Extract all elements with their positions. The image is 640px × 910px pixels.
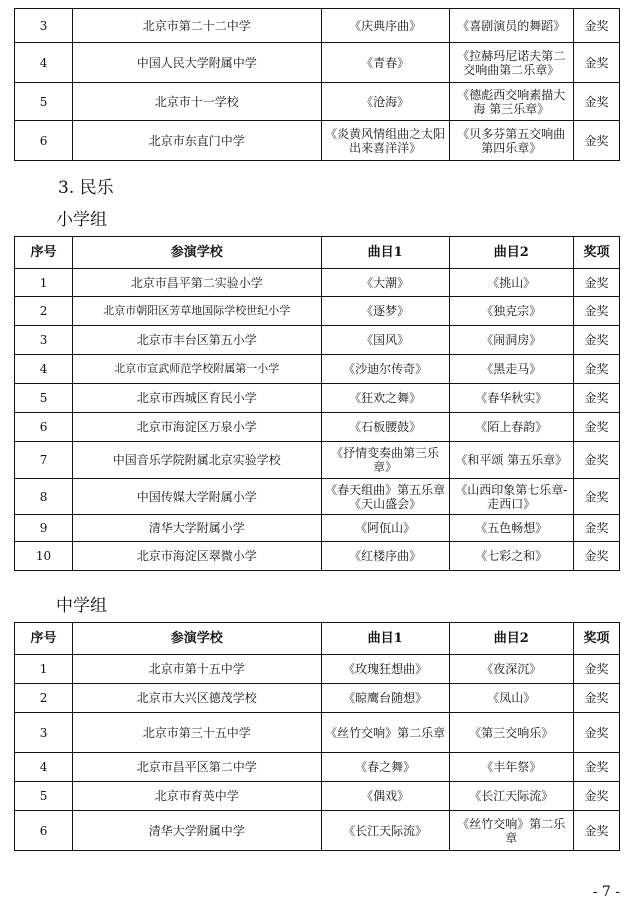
cell-school: 北京市大兴区德茂学校 [73,684,321,713]
table-row [15,811,620,851]
cell-piece1: 《青春》 [321,43,449,83]
cell-no: 1 [15,269,73,297]
table-row [15,753,620,782]
cell-no: 3 [15,713,73,753]
cell-school: 中国音乐学院附属北京实验学校 [73,442,321,479]
cell-school: 中国人民大学附属中学 [73,43,321,83]
cell-piece1: 《抒情变奏曲第三乐章》 [321,442,449,479]
cell-award: 金奖 [573,713,619,753]
cell-award: 金奖 [573,355,619,384]
cell-piece2: 《丝竹交响》第二乐章 [449,811,573,851]
cell-piece1: 《庆典序曲》 [321,9,449,43]
cell-piece1: 《玫瑰狂想曲》 [321,655,449,684]
primary-school-table [14,236,620,571]
cell-school: 北京市第三十五中学 [73,713,321,753]
cell-award: 金奖 [573,43,619,83]
cell-piece2: 《丰年祭》 [449,753,573,782]
cell-school: 北京市育英中学 [73,782,321,811]
table-row [15,83,620,121]
cell-piece1: 《炎黄风情组曲之太阳出来喜洋洋》 [321,121,449,161]
cell-no: 2 [15,684,73,713]
cell-piece1: 《大潮》 [321,269,449,297]
cell-piece1: 《晾鹰台随想》 [321,684,449,713]
primary-group-title: 小学组 [56,210,107,230]
cell-piece1: 《沙迪尔传奇》 [321,355,449,384]
cell-award: 金奖 [573,121,619,161]
header-award: 奖项 [573,623,619,655]
secondary-group-title: 中学组 [56,596,107,616]
cell-piece1: 《逐梦》 [321,297,449,326]
cell-piece1: 《石板腰鼓》 [321,413,449,442]
table-row [15,355,620,384]
cell-school: 北京市第十五中学 [73,655,321,684]
cell-school: 北京市丰台区第五小学 [73,326,321,355]
cell-award: 金奖 [573,782,619,811]
cell-school: 清华大学附属中学 [73,811,321,851]
cell-no: 6 [15,121,73,161]
cell-piece2: 《独克宗》 [449,297,573,326]
table-row [15,542,620,571]
cell-school: 清华大学附属小学 [73,515,321,542]
cell-no: 1 [15,655,73,684]
cell-no: 6 [15,413,73,442]
header-piece1: 曲目1 [321,237,449,269]
table-header-row [15,237,620,269]
cell-award: 金奖 [573,413,619,442]
cell-school: 北京市昌平区第二中学 [73,753,321,782]
header-school: 参演学校 [73,623,321,655]
cell-award: 金奖 [573,83,619,121]
table-row [15,43,620,83]
cell-piece2: 《贝多芬第五交响曲第四乐章》 [449,121,573,161]
cell-award: 金奖 [573,442,619,479]
cell-piece1: 《偶戏》 [321,782,449,811]
table-row [15,479,620,515]
cell-piece2: 《拉赫玛尼诺夫第二交响曲第二乐章》 [449,43,573,83]
cell-no: 4 [15,753,73,782]
table-row [15,297,620,326]
secondary-school-table [14,622,620,851]
cell-award: 金奖 [573,297,619,326]
table-row [15,384,620,413]
cell-piece2: 《陌上春韵》 [449,413,573,442]
cell-no: 5 [15,384,73,413]
table-row [15,684,620,713]
page-number: - 7 - [592,884,620,900]
cell-piece2: 《第三交响乐》 [449,713,573,753]
table-row [15,713,620,753]
cell-no: 2 [15,297,73,326]
cell-award: 金奖 [573,753,619,782]
table-row [15,9,620,43]
cell-piece2: 《喜剧演员的舞蹈》 [449,9,573,43]
table-row [15,442,620,479]
cell-school: 北京市昌平第二实验小学 [73,269,321,297]
cell-no: 10 [15,542,73,571]
header-no: 序号 [15,623,73,655]
cell-award: 金奖 [573,542,619,571]
cell-no: 5 [15,83,73,121]
cell-no: 3 [15,9,73,43]
cell-award: 金奖 [573,479,619,515]
cell-piece2: 《夜深沉》 [449,655,573,684]
cell-school: 北京市第二十二中学 [73,9,321,43]
table-row [15,655,620,684]
header-piece2: 曲目2 [449,623,573,655]
cell-school: 中国传媒大学附属小学 [73,479,321,515]
cell-award: 金奖 [573,811,619,851]
cell-no: 4 [15,355,73,384]
cell-piece2: 《长江天际流》 [449,782,573,811]
cell-piece1: 《国风》 [321,326,449,355]
table-row [15,121,620,161]
cell-piece2: 《挑山》 [449,269,573,297]
cell-piece1: 《春之舞》 [321,753,449,782]
cell-no: 3 [15,326,73,355]
cell-school: 北京市朝阳区芳草地国际学校世纪小学 [73,297,321,326]
cell-piece1: 《春天组曲》第五乐章《天山盛会》 [321,479,449,515]
table-header-row [15,623,620,655]
cell-piece1: 《狂欢之舞》 [321,384,449,413]
section-heading-folk-music: 3. 民乐 [58,178,114,198]
cell-piece2: 《黑走马》 [449,355,573,384]
cell-piece2: 《凤山》 [449,684,573,713]
table-row [15,782,620,811]
cell-award: 金奖 [573,684,619,713]
cell-piece1: 《沧海》 [321,83,449,121]
cell-no: 8 [15,479,73,515]
cell-school: 北京市十一学校 [73,83,321,121]
cell-award: 金奖 [573,9,619,43]
cell-award: 金奖 [573,269,619,297]
cell-piece2: 《五色畅想》 [449,515,573,542]
cell-no: 9 [15,515,73,542]
cell-piece1: 《长江天际流》 [321,811,449,851]
cell-piece1: 《阿佤山》 [321,515,449,542]
cell-piece2: 《七彩之和》 [449,542,573,571]
cell-school: 北京市东直门中学 [73,121,321,161]
cell-school: 北京市海淀区万泉小学 [73,413,321,442]
cell-award: 金奖 [573,326,619,355]
cell-school: 北京市宣武师范学校附属第一小学 [73,355,321,384]
cell-piece2: 《德彪西交响素描大海 第三乐章》 [449,83,573,121]
cell-piece2: 《春华秋实》 [449,384,573,413]
cell-piece1: 《丝竹交响》第二乐章 [321,713,449,753]
table-row [15,413,620,442]
cell-school: 北京市海淀区翠微小学 [73,542,321,571]
cell-school: 北京市西城区育民小学 [73,384,321,413]
cell-award: 金奖 [573,515,619,542]
cell-no: 7 [15,442,73,479]
header-piece1: 曲目1 [321,623,449,655]
cell-piece2: 《山西印象第七乐章-走西口》 [449,479,573,515]
cell-no: 6 [15,811,73,851]
cell-piece2: 《闹洞房》 [449,326,573,355]
cell-piece2: 《和平颂 第五乐章》 [449,442,573,479]
table-row [15,326,620,355]
cell-award: 金奖 [573,384,619,413]
cell-piece1: 《红楼序曲》 [321,542,449,571]
cell-no: 5 [15,782,73,811]
table-row [15,515,620,542]
cell-award: 金奖 [573,655,619,684]
orchestra-table-continued [14,8,620,161]
header-piece2: 曲目2 [449,237,573,269]
header-school: 参演学校 [73,237,321,269]
cell-no: 4 [15,43,73,83]
header-award: 奖项 [573,237,619,269]
table-row [15,269,620,297]
header-no: 序号 [15,237,73,269]
